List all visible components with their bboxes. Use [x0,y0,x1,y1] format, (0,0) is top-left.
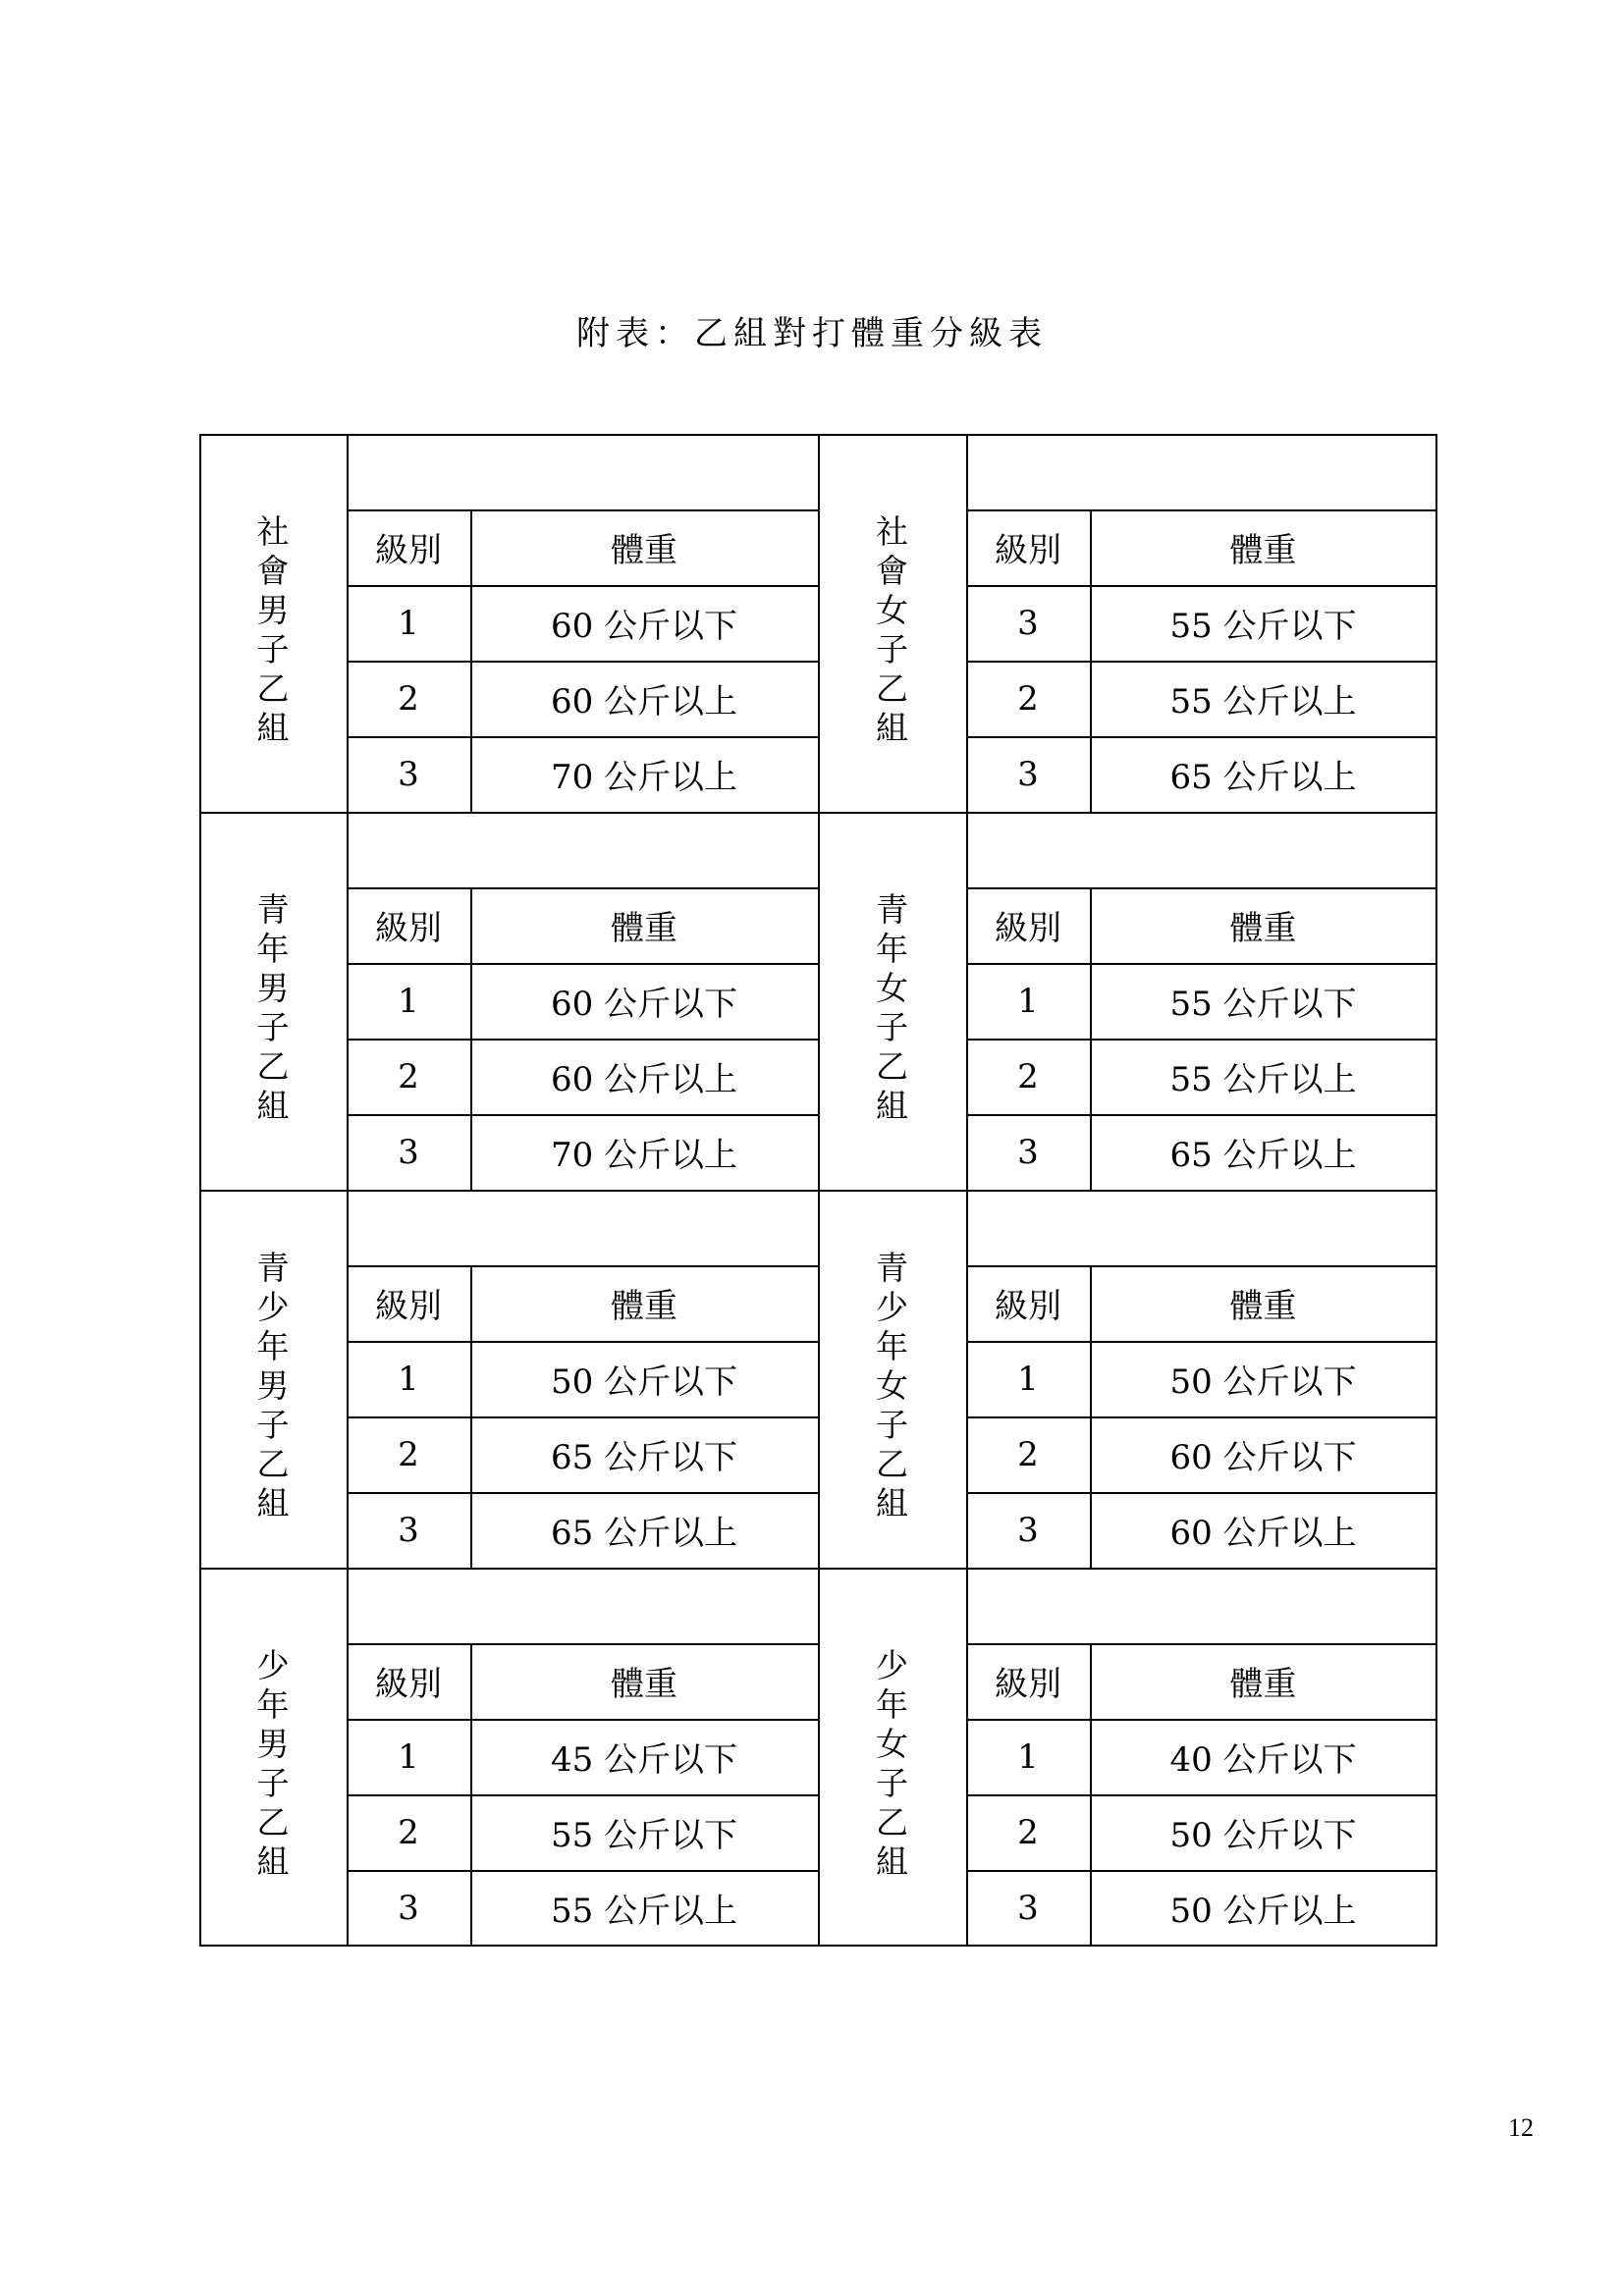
level-value: 2 [398,1434,419,1474]
weight-value: 50 公斤以下 [1169,1816,1357,1855]
group-label [818,479,966,781]
group-label-char: 少 [876,1288,908,1327]
weight-value: 70 公斤以上 [550,758,738,797]
weight-value: 65 公斤以上 [1169,758,1357,797]
weight-value: 55 公斤以上 [550,1892,738,1931]
group-label-char: 少 [256,1288,290,1327]
header-level: 級別 [375,909,442,948]
weight-value: 65 公斤以上 [1169,1136,1357,1175]
level-value: 2 [398,1812,419,1852]
group-label-char: 子 [876,1764,908,1803]
group-label [199,1235,347,1537]
level-value: 1 [1017,981,1039,1021]
group-label-char: 男 [256,1366,290,1406]
group-label-char: 組 [256,1842,290,1882]
group-label-char: 女 [876,1725,908,1764]
group-label-char: 年 [876,930,908,969]
header-weight: 體重 [1229,1665,1297,1704]
group-label-char: 組 [876,1842,908,1882]
weight-value: 55 公斤以下 [1169,607,1357,646]
group-label-char: 乙 [876,669,908,709]
level-value: 3 [1017,1132,1039,1172]
header-weight: 體重 [611,1665,677,1704]
group-label-char: 年 [256,930,290,969]
level-value: 1 [398,1359,419,1399]
header-weight: 體重 [611,909,677,948]
group-label-char: 青 [256,1249,290,1288]
header-level: 級別 [995,1287,1061,1326]
level-value: 3 [398,1132,419,1172]
level-value: 2 [398,678,419,719]
group-label-char: 組 [256,709,290,748]
level-value: 1 [398,1736,419,1777]
level-value: 1 [398,981,419,1021]
level-value: 3 [1017,754,1039,794]
group-label [818,857,966,1159]
group-label-char: 男 [256,591,290,630]
group-label-char: 乙 [256,1803,290,1842]
weight-value: 65 公斤以上 [550,1514,738,1553]
group-label-char: 乙 [256,1047,290,1087]
group-label-char: 男 [256,1725,290,1764]
group-label-char: 女 [876,591,908,630]
group-label-char: 青 [876,890,908,930]
weight-value: 65 公斤以下 [550,1438,738,1477]
group-label-char: 年 [256,1327,290,1366]
level-value: 3 [398,1888,419,1928]
group-label-char: 會 [256,552,290,591]
group-label-char: 組 [256,1087,290,1126]
level-value: 3 [1017,603,1039,643]
header-weight: 體重 [611,1287,677,1326]
weight-value: 45 公斤以下 [550,1740,738,1780]
weight-value: 55 公斤以上 [1169,682,1357,721]
weight-class-table [199,434,1436,2021]
group-label-char: 乙 [876,1047,908,1087]
header-level: 級別 [375,531,442,570]
level-value: 3 [1017,1510,1039,1550]
level-value: 3 [398,1510,419,1550]
group-label-char: 子 [876,1008,908,1047]
level-value: 1 [1017,1736,1039,1777]
level-value: 3 [1017,1888,1039,1928]
group-label-char: 青 [256,890,290,930]
level-value: 3 [398,754,419,794]
group-label-char: 乙 [256,1445,290,1484]
group-label [199,1613,347,1915]
weight-value: 55 公斤以下 [550,1816,738,1855]
group-label-char: 社 [876,512,908,552]
group-label-char: 組 [876,1087,908,1126]
header-level: 級別 [995,909,1061,948]
level-value: 2 [398,1056,419,1096]
page-title: 附表：乙組對打體重分級表 [576,314,1048,353]
group-label-char: 子 [876,630,908,669]
group-label-char: 年 [256,1685,290,1725]
header-weight: 體重 [1229,531,1297,570]
weight-value: 50 公斤以上 [1169,1892,1357,1931]
header-level: 級別 [375,1287,442,1326]
group-label-char: 年 [876,1685,908,1725]
group-label-char: 青 [876,1249,908,1288]
weight-value: 50 公斤以下 [1169,1362,1357,1402]
group-label [199,857,347,1159]
level-value: 1 [1017,1359,1039,1399]
group-label-char: 組 [876,1484,908,1523]
group-label-char: 子 [256,1406,290,1445]
weight-value: 60 公斤以下 [550,607,738,646]
group-label-char: 子 [256,1764,290,1803]
group-label-char: 子 [876,1406,908,1445]
group-label-char: 組 [256,1484,290,1523]
group-label-char: 乙 [876,1803,908,1842]
header-level: 級別 [995,1665,1061,1704]
header-weight: 體重 [1229,909,1297,948]
group-label-char: 子 [256,630,290,669]
group-label [818,1613,966,1915]
level-value: 2 [1017,1056,1039,1096]
weight-value: 50 公斤以下 [550,1362,738,1402]
header-weight: 體重 [1229,1287,1297,1326]
weight-value: 60 公斤以下 [1169,1438,1357,1477]
weight-value: 55 公斤以下 [1169,985,1357,1024]
group-label-char: 乙 [876,1445,908,1484]
level-value: 1 [398,603,419,643]
group-label-char: 子 [256,1008,290,1047]
weight-value: 70 公斤以上 [550,1136,738,1175]
group-label-char: 乙 [256,669,290,709]
group-label-char: 男 [256,969,290,1008]
level-value: 2 [1017,1812,1039,1852]
weight-value: 60 公斤以下 [550,985,738,1024]
header-level: 級別 [995,531,1061,570]
group-label [818,1235,966,1537]
group-label [199,479,347,781]
weight-value: 55 公斤以上 [1169,1060,1357,1099]
group-label-char: 少 [256,1646,290,1685]
group-label-char: 女 [876,969,908,1008]
group-label-char: 會 [876,552,908,591]
group-label-char: 少 [876,1646,908,1685]
group-label-char: 女 [876,1366,908,1406]
weight-value: 60 公斤以上 [550,1060,738,1099]
header-weight: 體重 [611,531,677,570]
weight-value: 60 公斤以上 [550,682,738,721]
header-level: 級別 [375,1665,442,1704]
level-value: 2 [1017,678,1039,719]
group-label-char: 年 [876,1327,908,1366]
page-number: 12 [1508,2113,1534,2142]
weight-value: 60 公斤以上 [1169,1514,1357,1553]
level-value: 2 [1017,1434,1039,1474]
group-label-char: 社 [256,512,290,552]
weight-value: 40 公斤以下 [1169,1740,1357,1780]
group-label-char: 組 [876,709,908,748]
